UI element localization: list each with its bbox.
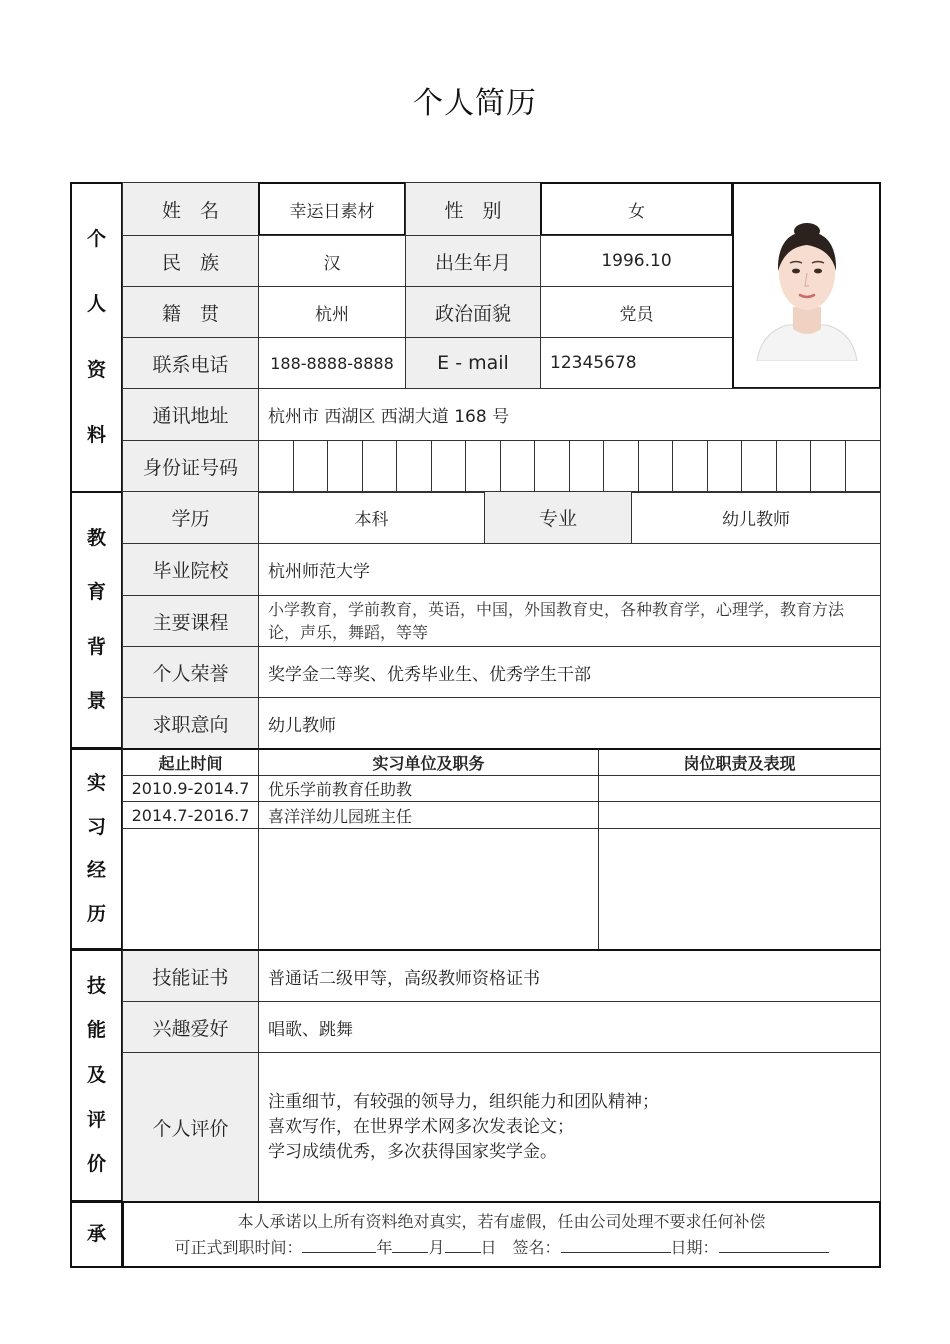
cert-value: 普通话二级甲等，高级教师资格证书 [258,949,881,1002]
courses-label: 主要课程 [122,595,259,647]
hobby-label: 兴趣爱好 [122,1001,259,1053]
email-value: 12345678 [540,337,733,389]
internship-row-2-duty [598,801,881,829]
name-label: 姓 名 [122,182,259,236]
section-personal-char-3: 资 [86,358,106,381]
section-education [70,491,123,749]
resume-table [70,182,881,1268]
start-date-label: 可正式到职时间： [174,1237,303,1257]
page-title: 个人简历 [413,86,537,121]
politics-value: 党员 [540,286,733,338]
birth-value: 1996.10 [540,235,733,287]
section-education-char-1: 教 [86,526,106,549]
eval-label: 个人评价 [122,1052,259,1202]
section-personal-char-4: 料 [86,423,106,446]
section-skills [70,949,123,1202]
section-personal [70,182,123,493]
year-blank[interactable] [302,1236,376,1253]
hobby-value: 唱歌、跳舞 [258,1001,881,1053]
ethnicity-label: 民 族 [122,235,259,287]
signature-label: 签名： [512,1237,561,1257]
major-value: 幼儿教师 [631,491,881,544]
intent-value: 幼儿教师 [258,697,881,749]
native-value: 杭州 [258,286,406,338]
id-label: 身份证号码 [122,440,259,493]
header-unit: 实习单位及职务 [258,748,599,776]
internship-row-2-unit: 喜洋洋幼儿园班主任 [258,801,599,829]
section-personal-char-1: 个 [86,228,106,251]
date-blank[interactable] [719,1236,829,1253]
internship-row-blank-unit [258,828,599,950]
commitment-statement: 本人承诺以上所有资料绝对真实，若有虚假，任由公司处理不要求任何补偿 [237,1211,766,1231]
internship-row-2-period: 2014.7-2016.7 [122,801,259,829]
month-blank[interactable] [392,1236,428,1253]
year-label: 年 [376,1237,393,1257]
honors-label: 个人荣誉 [122,646,259,698]
section-skills-char-4: 评 [86,1108,106,1131]
day-label: 日 [480,1237,497,1257]
eval-line-3: 学习成绩优秀，多次获得国家奖学金。 [268,1141,557,1162]
portrait-image [747,211,867,361]
section-skills-char-5: 价 [86,1153,106,1176]
section-commitment: 承 [70,1201,123,1268]
politics-label: 政治面貌 [405,286,541,338]
phone-label: 联系电话 [122,337,259,389]
commitment-fields [174,1235,828,1261]
section-internship-char-2: 习 [86,815,106,838]
ethnicity-value: 汉 [258,235,406,287]
eval-line-2: 喜欢写作，在世界学术网多次发表论文； [268,1116,574,1137]
internship-row-1-period: 2010.9-2014.7 [122,775,259,802]
name-value: 幸运日素材 [258,182,406,236]
honors-value: 奖学金二等奖、优秀毕业生、优秀学生干部 [258,646,881,698]
phone-value: 188-8888-8888 [258,337,406,389]
birth-label: 出生年月 [405,235,541,287]
internship-row-1-duty [598,775,881,802]
internship-row-1-unit: 优乐学前教育任助教 [258,775,599,802]
photo [732,182,881,389]
internship-row-blank-period [122,828,259,950]
native-label: 籍 贯 [122,286,259,338]
gender-label: 性 别 [405,182,541,236]
section-skills-char-1: 技 [86,974,106,997]
cert-label: 技能证书 [122,949,259,1002]
month-label: 月 [428,1237,445,1257]
section-internship [70,748,123,950]
section-internship-char-1: 实 [86,772,106,795]
eval-line-1: 注重细节，有较强的领导力，组织能力和团队精神； [268,1091,659,1112]
date-label: 日期： [670,1237,719,1257]
degree-label: 学历 [122,491,259,544]
address-value: 杭州市 西湖区 西湖大道 168 号 [258,388,881,441]
courses-value: 小学教育，学前教育，英语，中国，外国教育史，各种教育学，心理学，教育方法论，声乐，舞蹈，等等 [258,595,881,647]
section-skills-char-3: 及 [86,1063,106,1086]
section-internship-char-4: 历 [86,902,106,925]
header-period: 起止时间 [122,748,259,776]
gender-value: 女 [540,182,733,236]
header-duty: 岗位职责及表现 [598,748,881,776]
intent-label: 求职意向 [122,697,259,749]
address-label: 通讯地址 [122,388,259,441]
section-education-char-3: 背 [86,635,106,658]
major-label: 专业 [484,491,632,544]
school-label: 毕业院校 [122,543,259,596]
day-blank[interactable] [445,1236,481,1253]
signature-blank[interactable] [561,1236,671,1253]
email-label: E - mail [405,337,541,389]
internship-row-blank-duty [598,828,881,950]
degree-value: 本科 [258,491,485,544]
school-value: 杭州师范大学 [258,543,881,596]
commitment-box [122,1201,881,1268]
id-number-boxes [258,440,881,493]
section-education-char-4: 景 [86,690,106,713]
section-education-char-2: 育 [86,581,106,604]
section-skills-char-2: 能 [86,1019,106,1042]
section-personal-char-2: 人 [86,293,106,316]
section-internship-char-3: 经 [86,859,106,882]
eval-value [258,1052,881,1202]
